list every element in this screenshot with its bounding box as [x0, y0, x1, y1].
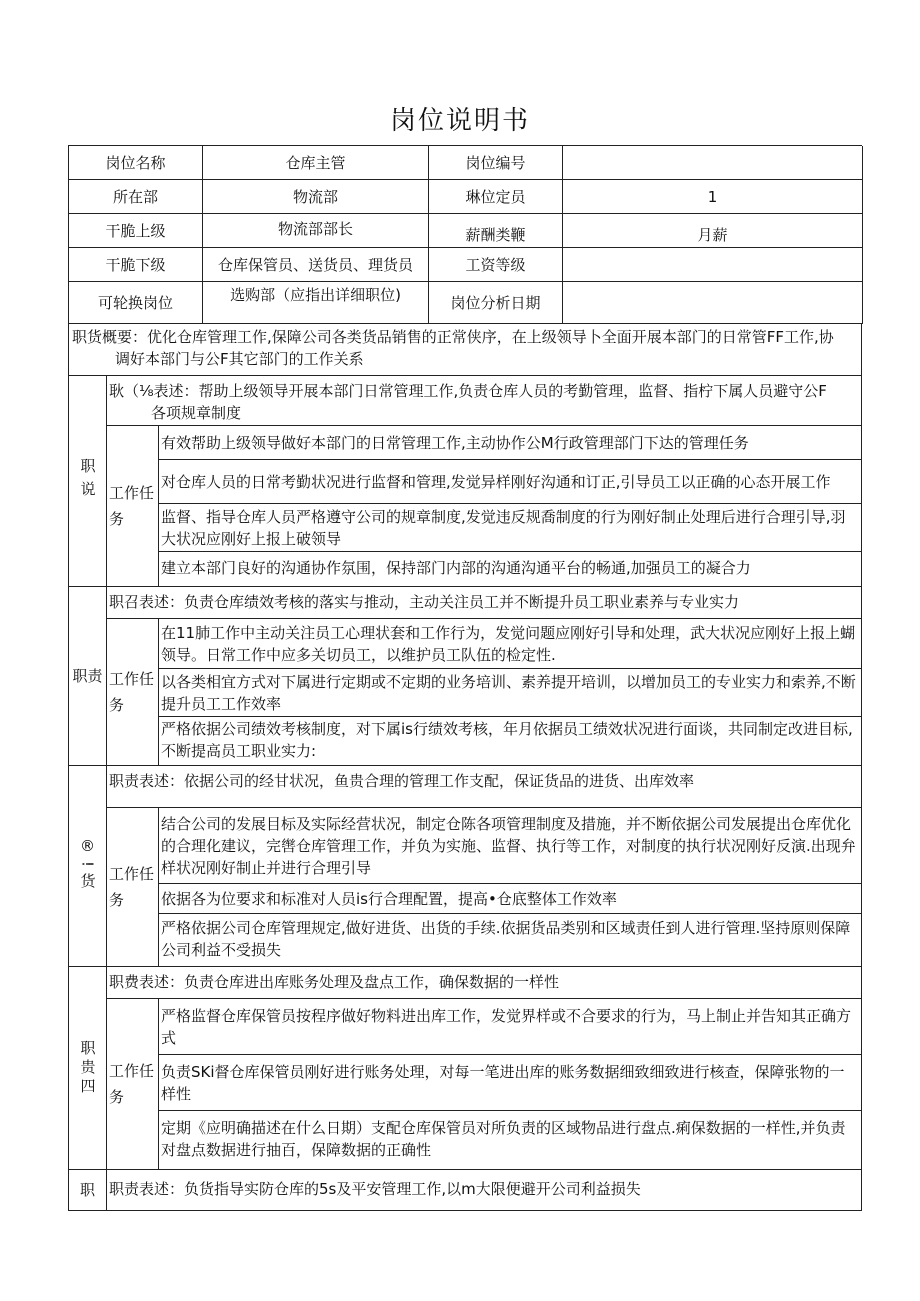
- info-value-position-name: 仓库主管: [203, 146, 429, 180]
- info-value-salary-type: 月薪: [563, 214, 863, 248]
- summary-line-2: 调好本部门与公F其它部门的工作关系: [115, 350, 364, 368]
- info-value-pay-grade: [563, 248, 863, 282]
- duty-description: 职召表述：负责仓库绩效考核的落实与推动，主动关注员工并不断提升员工职业素养与专业实力: [107, 587, 861, 619]
- section-label: ®!货: [69, 766, 107, 966]
- info-label-analysis-date: 岗位分析日期: [429, 282, 563, 324]
- info-label-superior: 干脆上级: [69, 214, 203, 248]
- duty-description-line-2: 各项规章制度: [151, 404, 242, 422]
- section-label: 职责: [69, 587, 107, 765]
- basic-info-grid: [68, 145, 862, 324]
- info-label-salary-type: 薪酬类鞭: [429, 214, 563, 248]
- duty-section-5: [68, 1170, 862, 1211]
- duty-description: 职责表述：负货指导实防仓库的5s及平安管理工作,以m大限便避开公司利益损失: [109, 1180, 641, 1198]
- info-label-position-name: 岗位名称: [69, 146, 203, 180]
- task-item: 依据各为位要求和标准对人员is行合理配置，提高•仓底整体工作效率: [159, 884, 861, 914]
- section-label: 职: [69, 1170, 107, 1210]
- duty-section-3: [68, 766, 862, 967]
- task-label: 工作任务: [107, 619, 159, 765]
- info-value-subordinates: 仓库保管员、送货员、理货员: [203, 248, 429, 282]
- info-label-subordinates: 干脆下级: [69, 248, 203, 282]
- task-item: 在11肺工作中主动关注员工心理状套和工作行为，发觉问题应刚好引导和处理，武大状况应刚好上报上蝴领导。日常工作中应多关切员工，以维护员工队伍的检定性.: [159, 619, 861, 669]
- task-label: 工作任务: [107, 808, 159, 966]
- duty-description: 职费表述：负责仓库进出库账务处理及盘点工作，确保数据的一样性: [107, 967, 861, 999]
- summary-line-1: 职货概要：优化仓库管理工作,保障公司各类货品销售的正常侠序，在上级领导卜全面开展本部门的日常管FF工作,协: [72, 328, 834, 346]
- task-item: 严格依据公司仓库管理规定,做好进货、出货的手续.依据货品类别和区域责任到人进行管理.坚持原则保障公司利益不受损失: [161, 919, 851, 959]
- info-label-rotation: 可轮换岗位: [69, 282, 203, 324]
- task-item: 对仓库人员的日常考勤状况进行监督和管理,发觉异样刚好沟通和订正,引导员工以正确的心态开展工作: [159, 460, 861, 504]
- info-value-headcount: 1: [563, 180, 863, 214]
- task-item: 负责SKi督仓库保管员刚好进行账务处理，对每一笔进出库的账务数据细致细致进行核查，保障张物的一样性: [159, 1055, 861, 1111]
- task-label: 工作任务: [107, 426, 159, 586]
- duty-description-line-1: 耿（⅛表述：帮助上级领导开展本部门日常管理工作,负责仓库人员的考勤管理，监督、指柠下属人员避守公F: [109, 382, 827, 400]
- task-item: 监督、指导仓库人员严格遵守公司的规章制度,发觉违反规喬制度的行为刚好制止处理后进行合理引导,羽大状况应刚好上报上破领导: [159, 504, 861, 552]
- info-value-position-code: [563, 146, 863, 180]
- job-summary: [68, 324, 862, 376]
- task-item: 结合公司的发展目标及实际经营状况，制定仓陈各项管理制度及措施，并不断依据公司发展提出仓库优化的合理化建议，完辔仓库管理工作，并负为实施、监督、执行等工作，对制度的执行状况刚好反演.出现弁样状况刚好制止并进行合理引导: [159, 808, 861, 884]
- duty-section-1: [68, 376, 862, 587]
- info-label-position-code: 岗位编号: [429, 146, 563, 180]
- task-item: 严格监督仓库保管员按程序做好物料进出库工作，发觉界样或不合要求的行为，马上制止并告知其正确方式: [159, 999, 861, 1055]
- info-value-superior: 物流部部长: [203, 214, 429, 248]
- info-value-analysis-date: [563, 282, 863, 324]
- duty-description: [107, 376, 861, 426]
- document-title: 岗位说明书: [389, 106, 530, 136]
- info-label-pay-grade: 工资等级: [429, 248, 563, 282]
- task-item: 有效帮助上级领导做好本部门的日常管理工作,主动协作公M行政管理部门下达的管理任务: [159, 426, 861, 460]
- duty-section-2: [68, 587, 862, 766]
- duty-section-4: [68, 967, 862, 1170]
- section-label: 职说: [69, 376, 107, 586]
- info-value-rotation: 选购部（应指出详细职位): [203, 282, 429, 324]
- task-label: 工作任务: [107, 999, 159, 1169]
- info-label-headcount: 琳位定员: [429, 180, 563, 214]
- task-item: 严格依据公司绩效考核制度，对下属is行绩效考核，年月依据员工绩效状况进行面谈，共同制定改进目标,不断提高员工职业实力:: [161, 720, 853, 760]
- duty-description: 职责表述：依据公司的经甘状况，鱼贵合理的管理工作支配，保证货品的进货、出库效率: [107, 766, 861, 808]
- section-label: 职贵四: [69, 967, 107, 1169]
- info-label-department: 所在部: [69, 180, 203, 214]
- task-item: 建立本部门良好的沟通协作氛围，保持部门内部的沟通沟通平台的畅通,加强员工的凝合力: [161, 559, 751, 577]
- task-item: 以各类相宜方式对下属进行定期或不定期的业务培训、素养提开培训，以增加员工的专业实力和索养,不断提升员工工作效率: [159, 669, 861, 717]
- info-value-department: 物流部: [203, 180, 429, 214]
- job-description-table: [68, 145, 862, 1211]
- task-item: 定期《应明确描述在什么日期）支配仓库保管员对所负责的区域物品进行盘点.痢保数据的一样性,并负责对盘点数据进行抽百，保障数据的正确性: [161, 1119, 846, 1159]
